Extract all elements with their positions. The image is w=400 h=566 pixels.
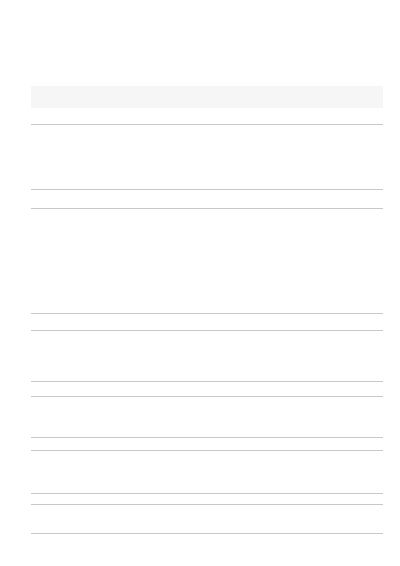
paragraph-2 <box>31 124 383 190</box>
paragraph-4 <box>31 330 383 382</box>
paragraph-7 <box>31 504 383 534</box>
paragraph-5 <box>31 396 383 438</box>
paragraph-intro <box>31 12 383 58</box>
paragraph-highlight <box>31 86 383 108</box>
paragraph-3 <box>31 208 383 314</box>
paragraph-6 <box>31 450 383 494</box>
paragraph-8 <box>31 540 383 562</box>
